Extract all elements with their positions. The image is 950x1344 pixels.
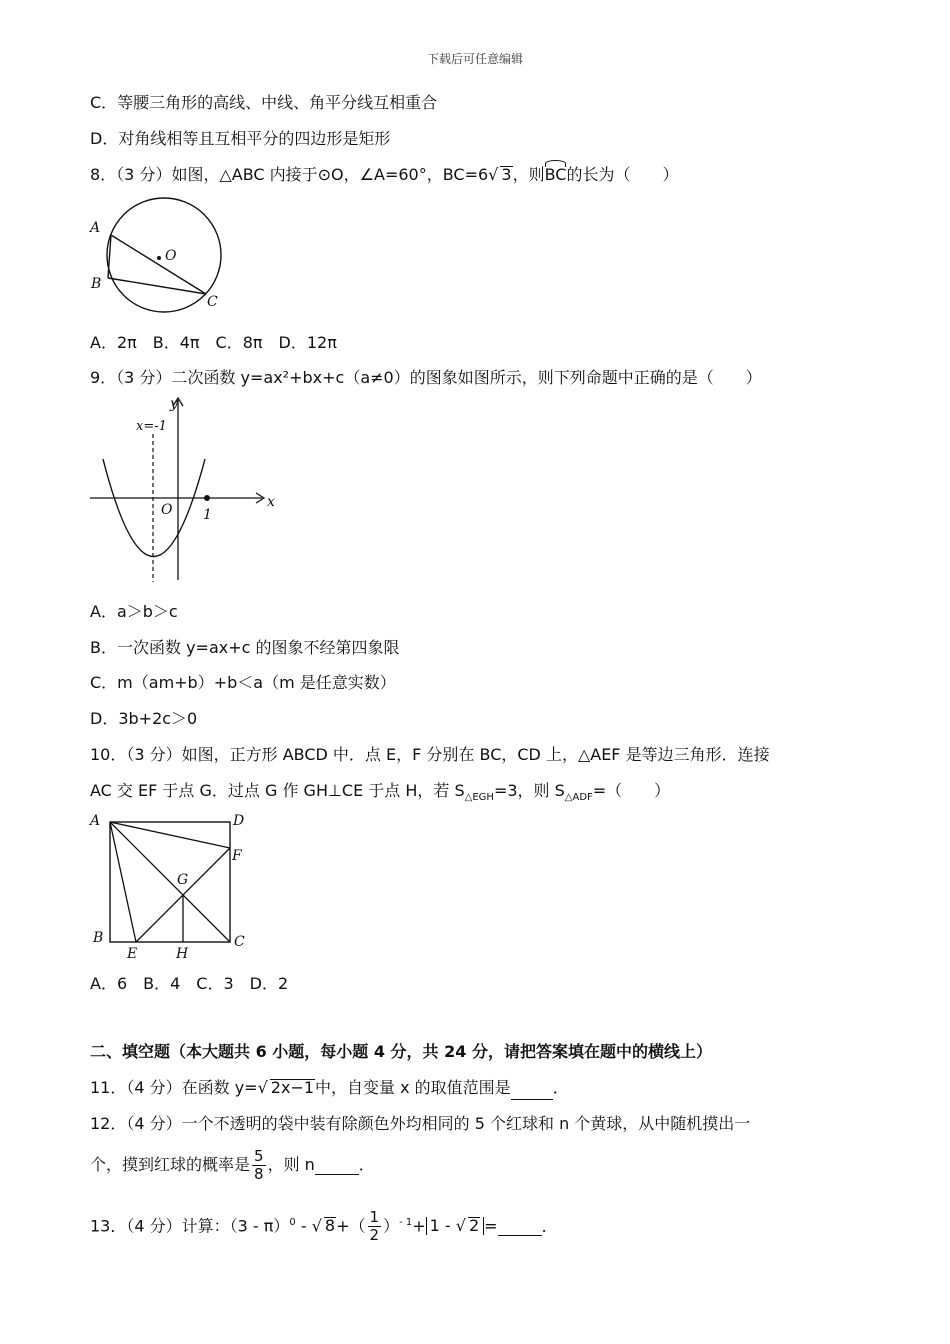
q13-a: 13．（4 分）计算：（3 - π） bbox=[90, 1216, 290, 1236]
q9-label-x-eq: x=-1 bbox=[136, 419, 167, 434]
q9-stem: 9．（3 分）二次函数 y=ax²+bx+c（a≠0）的图象如图所示，则下列命题中正确的是（ ） bbox=[90, 368, 762, 387]
q7-option-c: C．等腰三角形的高线、中线、角平分线互相重合 bbox=[90, 93, 438, 112]
q12-answer-blank bbox=[315, 1156, 359, 1175]
q8-sqrt-sign: √ bbox=[488, 165, 499, 184]
q9-parabola-figure bbox=[86, 392, 286, 587]
section2-title: 二、填空题（本大题共 6 小题，每小题 4 分，共 24 分，请把答案填在题中的横线上） bbox=[90, 1042, 712, 1061]
q9-option-c: C．m（am+b）+b＜a（m 是任意实数） bbox=[90, 673, 396, 692]
q13-c: +（ bbox=[336, 1216, 366, 1236]
q10-options: A．6 B．4 C．3 D．2 bbox=[90, 974, 289, 993]
q8-center-point bbox=[157, 256, 161, 260]
q8-circle bbox=[107, 198, 221, 312]
q10-line2-b: =3，则 S bbox=[493, 781, 565, 800]
q10-label-g: G bbox=[177, 872, 189, 888]
q9-parabola bbox=[103, 459, 205, 557]
q13-abs-a: 1 - bbox=[429, 1216, 456, 1236]
q12-line1: 12．（4 分）一个不透明的袋中装有除颜色外均相同的 5 个红球和 n 个黄球，从中随机摸出一 bbox=[90, 1114, 751, 1133]
q9-label-o: O bbox=[161, 502, 173, 518]
q13-f: = bbox=[484, 1216, 498, 1236]
q8-label-a: A bbox=[90, 220, 101, 236]
q8-segment-bc bbox=[108, 278, 206, 294]
q10-line2 bbox=[90, 780, 670, 809]
q8-stem-a: 8．（3 分）如图，△ABC 内接于⊙O，∠A=60°，BC=6 bbox=[90, 165, 489, 184]
q9-label-x: x bbox=[267, 494, 275, 510]
q11-sqrt-sign: √ bbox=[257, 1078, 268, 1097]
q8-label-b: B bbox=[91, 276, 102, 292]
q8-segment-ac bbox=[111, 235, 206, 294]
q13-sqrt1-sign: √ bbox=[311, 1216, 322, 1236]
q12-line2-b: ，则 n bbox=[267, 1155, 315, 1174]
q13-abs bbox=[426, 1217, 485, 1235]
q11-a: 11．（4 分）在函数 y= bbox=[90, 1078, 258, 1097]
q10-line1: 10．（3 分）如图，正方形 ABCD 中．点 E，F 分别在 BC，CD 上，△AEF 是等边三角形．连接 bbox=[90, 745, 770, 764]
q10-label-a: A bbox=[90, 813, 101, 829]
q10-label-h: H bbox=[176, 946, 189, 962]
q10-sub-adf: △ADF bbox=[564, 792, 593, 804]
q8-stem-b: ，则 bbox=[512, 165, 545, 184]
q9-point-one bbox=[204, 495, 210, 501]
q9-label-y: y bbox=[170, 396, 178, 412]
q10-line2-a: AC 交 EF 于点 G．过点 G 作 GH⊥CE 于点 H，若 S bbox=[90, 781, 465, 800]
q7-option-d: D．对角线相等且互相平分的四边形是矩形 bbox=[90, 129, 391, 148]
q13-b: - bbox=[295, 1216, 312, 1236]
q10-segment-ae bbox=[110, 822, 136, 942]
q13-sqrt1-arg: 8 bbox=[324, 1216, 336, 1236]
q13-sqrt2-arg: 2 bbox=[468, 1216, 480, 1236]
q13-g: ． bbox=[541, 1216, 558, 1236]
q10-label-b: B bbox=[93, 930, 104, 946]
q8-stem-c: 的长为（ ） bbox=[566, 165, 679, 184]
q9-option-b: B．一次函数 y=ax+c 的图象不经第四象限 bbox=[90, 638, 400, 657]
q12-fraction bbox=[252, 1148, 266, 1183]
q8-sqrt-arg: 3 bbox=[501, 165, 512, 184]
q13-frac-num: 1 bbox=[369, 1208, 380, 1227]
q8-label-c: C bbox=[207, 294, 218, 310]
q12-frac-num: 5 bbox=[254, 1147, 264, 1165]
q10-label-f: F bbox=[232, 848, 242, 864]
q12-line2 bbox=[90, 1145, 375, 1185]
q13-exp-neg1: - 1 bbox=[399, 1217, 413, 1228]
q12-frac-den: 8 bbox=[254, 1165, 264, 1183]
q11-sqrt-arg: 2x−1 bbox=[270, 1078, 315, 1097]
q10-label-e: E bbox=[127, 946, 138, 962]
q10-square-figure bbox=[86, 808, 256, 988]
q10-segment-ac bbox=[110, 822, 230, 942]
q10-sub-egh: △EGH bbox=[464, 792, 494, 804]
q8-options: A．2π B．4π C．8π D．12π bbox=[90, 333, 337, 352]
q12-line2-c: ． bbox=[358, 1155, 375, 1174]
q8-stem bbox=[90, 164, 678, 186]
q13-e: + bbox=[412, 1216, 426, 1236]
q12-line2-a: 个，摸到红球的概率是 bbox=[90, 1155, 251, 1174]
q13-sqrt2-sign: √ bbox=[455, 1216, 466, 1236]
q13-frac-den: 2 bbox=[369, 1226, 380, 1245]
q11-b: 中，自变量 x 的取值范围是 bbox=[315, 1078, 511, 1097]
q10-line2-c: =（ ） bbox=[592, 781, 671, 800]
q13-d: ） bbox=[383, 1216, 400, 1236]
q13-exp0: 0 bbox=[289, 1217, 296, 1228]
q11 bbox=[90, 1077, 569, 1100]
page-header: 下载后可任意编辑 bbox=[426, 52, 523, 66]
q11-c: ． bbox=[552, 1078, 569, 1097]
q13-fraction bbox=[368, 1209, 382, 1244]
q13-answer-blank bbox=[498, 1217, 542, 1236]
q8-arc-label: BC bbox=[544, 165, 567, 184]
q13 bbox=[90, 1203, 558, 1246]
q11-answer-blank bbox=[511, 1077, 553, 1100]
q9-option-d: D．3b+2c＞0 bbox=[90, 709, 198, 728]
q10-label-d: D bbox=[233, 813, 245, 829]
q9-option-a: A．a＞b＞c bbox=[90, 602, 178, 621]
q10-label-c: C bbox=[234, 934, 245, 950]
q8-circle-figure bbox=[86, 194, 236, 314]
q10-segment-af bbox=[110, 822, 230, 848]
q9-label-one: 1 bbox=[203, 507, 212, 523]
q8-label-o: O bbox=[165, 248, 177, 264]
